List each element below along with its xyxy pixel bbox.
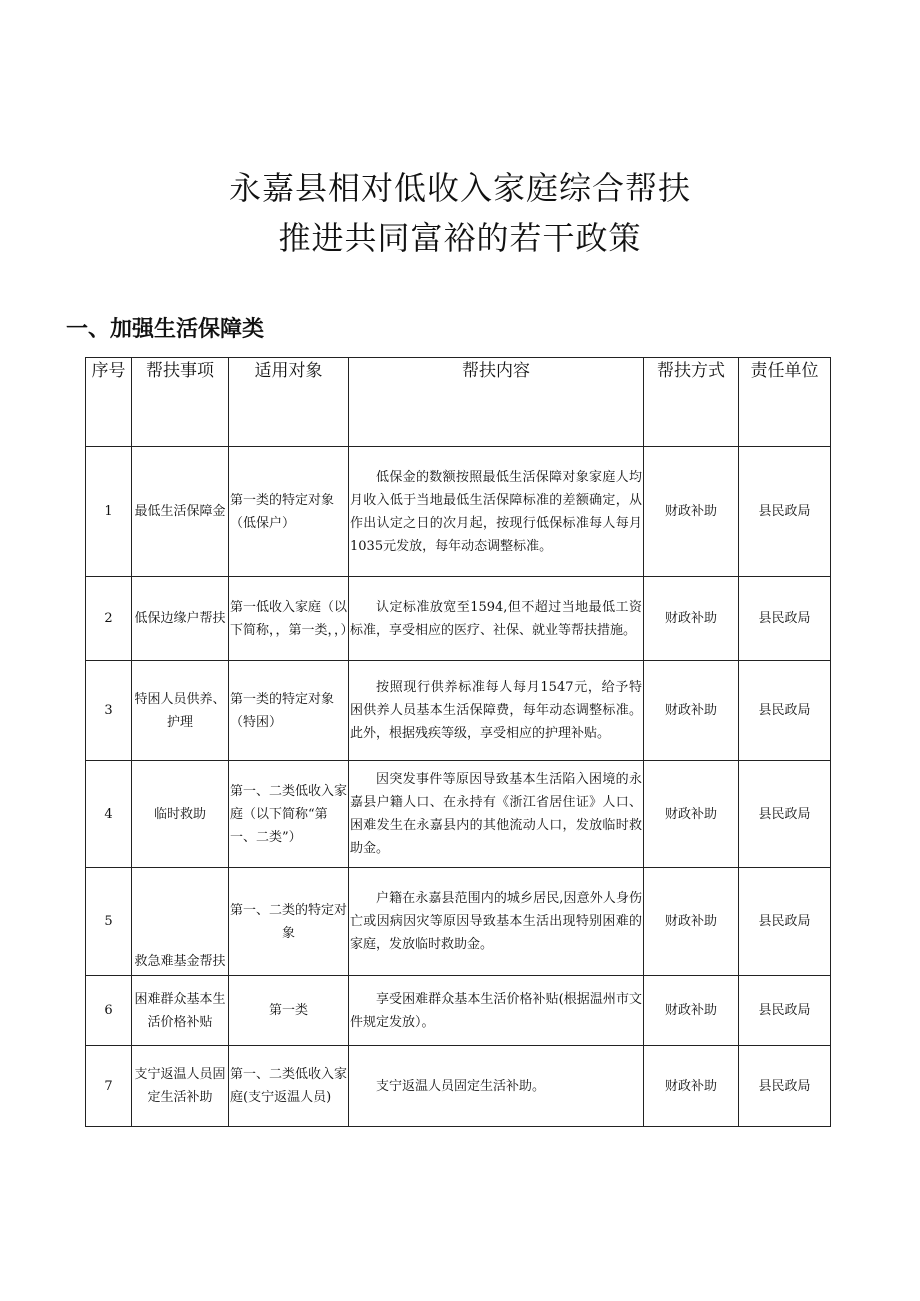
- row-content: 按照现行供养标准每人每月1547元，给予特困供养人员基本生活保障费，每年动态调整标准。此外，根据残疾等级，享受相应的护理补贴。: [349, 661, 644, 761]
- table-row: [86, 761, 831, 868]
- table-header-row: [86, 358, 831, 447]
- row-method: 财政补助: [644, 447, 739, 577]
- row-no: 2: [86, 577, 132, 661]
- row-no: 1: [86, 447, 132, 577]
- row-unit: 县民政局: [739, 976, 831, 1046]
- header-target: 适用对象: [229, 358, 349, 447]
- table-row: [86, 1046, 831, 1127]
- table-row: [86, 976, 831, 1046]
- row-item: 特困人员供养、护理: [132, 661, 229, 761]
- row-no: 6: [86, 976, 132, 1046]
- row-unit: 县民政局: [739, 447, 831, 577]
- row-no: 7: [86, 1046, 132, 1127]
- row-item: 最低生活保障金: [132, 447, 229, 577]
- row-no: 3: [86, 661, 132, 761]
- section-heading: 一、加强生活保障类: [66, 317, 265, 342]
- row-no: 4: [86, 761, 132, 868]
- row-method: 财政补助: [644, 868, 739, 976]
- row-unit: 县民政局: [739, 868, 831, 976]
- row-no: 5: [86, 868, 132, 976]
- row-item: 救急难基金帮扶: [132, 868, 229, 976]
- row-unit: 县民政局: [739, 1046, 831, 1127]
- row-item: 临时救助: [132, 761, 229, 868]
- document-title-line1: 永嘉县相对低收入家庭综合帮扶: [228, 169, 691, 207]
- policy-table: [85, 357, 831, 1127]
- row-target: 第一类: [229, 976, 349, 1046]
- row-target: 第一、二类低收入家庭(支宁返温人员): [229, 1046, 349, 1127]
- table-row: [86, 447, 831, 577]
- row-method: 财政补助: [644, 976, 739, 1046]
- row-target: 第一类的特定对象（低保户）: [229, 447, 349, 577]
- row-content: 低保金的数额按照最低生活保障对象家庭人均月收入低于当地最低生活保障标准的差额确定，从作出认定之日的次月起，按现行低保标准每人每月1035元发放，每年动态调整标准。: [349, 447, 644, 577]
- row-target: 第一低收入家庭（以下简称，，第一类，，）: [229, 577, 349, 661]
- table-row: [86, 661, 831, 761]
- table-row: [86, 868, 831, 976]
- row-target: 第一类的特定对象（特困）: [229, 661, 349, 761]
- row-unit: 县民政局: [739, 661, 831, 761]
- row-method: 财政补助: [644, 577, 739, 661]
- row-item: 支宁返温人员固定生活补助: [132, 1046, 229, 1127]
- row-item: 困难群众基本生活价格补贴: [132, 976, 229, 1046]
- row-method: 财政补助: [644, 661, 739, 761]
- row-content: 支宁返温人员固定生活补助。: [349, 1046, 644, 1127]
- header-content: 帮扶内容: [349, 358, 644, 447]
- header-method: 帮扶方式: [644, 358, 739, 447]
- header-item: 帮扶事项: [132, 358, 229, 447]
- header-unit: 责任单位: [739, 358, 831, 447]
- row-method: 财政补助: [644, 1046, 739, 1127]
- table-row: [86, 577, 831, 661]
- row-unit: 县民政局: [739, 577, 831, 661]
- row-content: 享受困难群众基本生活价格补贴(根据温州市文件规定发放）。: [349, 976, 644, 1046]
- row-content: 认定标准放宽至1594,但不超过当地最低工资标准，享受相应的医疗、社保、就业等帮扶措施。: [349, 577, 644, 661]
- header-no: 序号: [86, 358, 132, 447]
- row-target: 第一、二类低收入家庭（以下简称“第一、二类”）: [229, 761, 349, 868]
- row-content: 户籍在永嘉县范围内的城乡居民,因意外人身伤亡或因病因灾等原因导致基本生活出现特别困难的家庭，发放临时救助金。: [349, 868, 644, 976]
- row-item: 低保边缘户帮扶: [132, 577, 229, 661]
- row-method: 财政补助: [644, 761, 739, 868]
- row-content: 因突发事件等原因导致基本生活陷入困境的永嘉县户籍人口、在永持有《浙江省居住证》人口、困难发生在永嘉县内的其他流动人口，发放临时救助金。: [349, 761, 644, 868]
- row-target: 第一、二类的特定对象: [229, 868, 349, 976]
- row-unit: 县民政局: [739, 761, 831, 868]
- document-title-line2: 推进共同富裕的若干政策: [278, 219, 642, 257]
